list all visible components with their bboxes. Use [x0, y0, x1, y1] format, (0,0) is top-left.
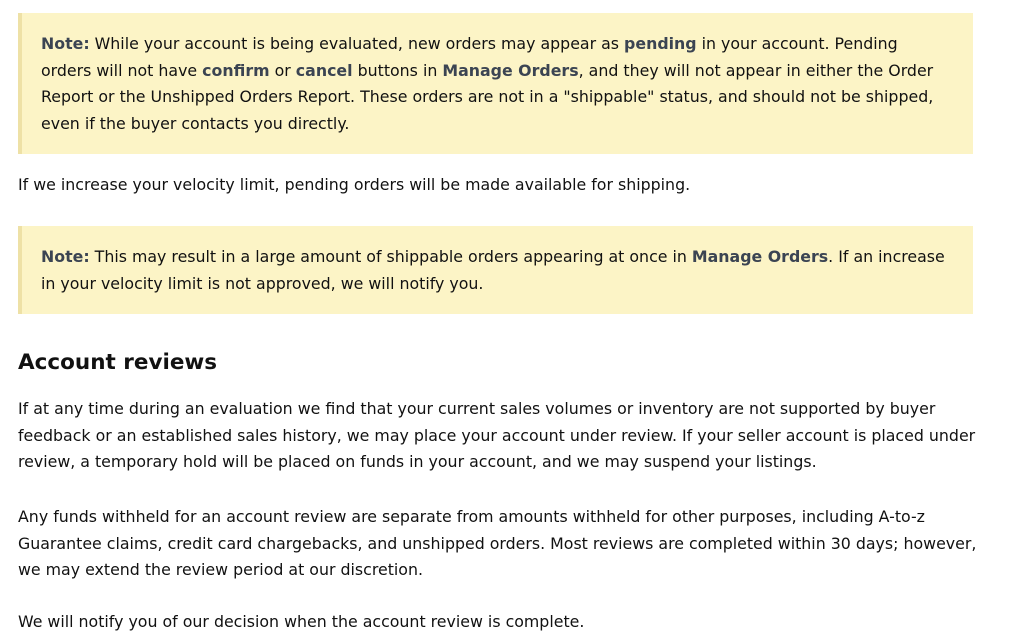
keyword-manage-orders: Manage Orders	[442, 60, 579, 80]
note-label: Note:	[41, 247, 90, 266]
note-text: buttons in	[352, 60, 443, 80]
keyword-pending: pending	[624, 34, 697, 53]
note-callout-pending-orders	[18, 13, 973, 154]
note-text: . If an increase in your velocity limit is not approved, we will notify you.	[41, 247, 945, 293]
note-text: in your account. Pending orders will not have	[41, 34, 898, 80]
note-text: or	[269, 60, 296, 80]
velocity-paragraph: If we increase your velocity limit, pending orders will be made available for shipping.	[18, 175, 691, 194]
note-callout-shippable-orders	[18, 226, 973, 314]
note-text: While your account is being evaluated, new orders may appear as	[89, 34, 625, 53]
paragraph-notify-decision: We will notify you of our decision when the account review is complete.	[18, 612, 585, 631]
note-text: This may result in a large amount of shippable orders appearing at once in	[89, 247, 692, 266]
paragraph-funds-withheld: Any funds withheld for an account review are separate from amounts withheld for other purposes, including A-to-z Guarantee claims, credit card chargebacks, and unshipped orders. Most reviews are completed within 30 days; however, we may extend the review period at our discretion.	[18, 507, 977, 579]
note-label: Note:	[41, 34, 90, 53]
keyword-cancel: cancel	[295, 60, 353, 80]
keyword-manage-orders: Manage Orders	[691, 247, 829, 266]
note-text: , and they will not appear in either the Order Report or the Unshipped Orders Report. These orders are not in a "shippable" status, and should not be shipped, even if the buyer contacts you directly.	[41, 60, 934, 133]
section-heading-account-reviews: Account reviews	[18, 350, 218, 375]
keyword-confirm: confirm	[202, 60, 270, 80]
paragraph-account-review-intro: If at any time during an evaluation we find that your current sales volumes or inventory are not supported by buyer feedback or an established sales history, we may place your account under review. If your seller account is placed under review, a temporary hold will be placed on funds in your account, and we may suspend your listings.	[18, 399, 976, 471]
